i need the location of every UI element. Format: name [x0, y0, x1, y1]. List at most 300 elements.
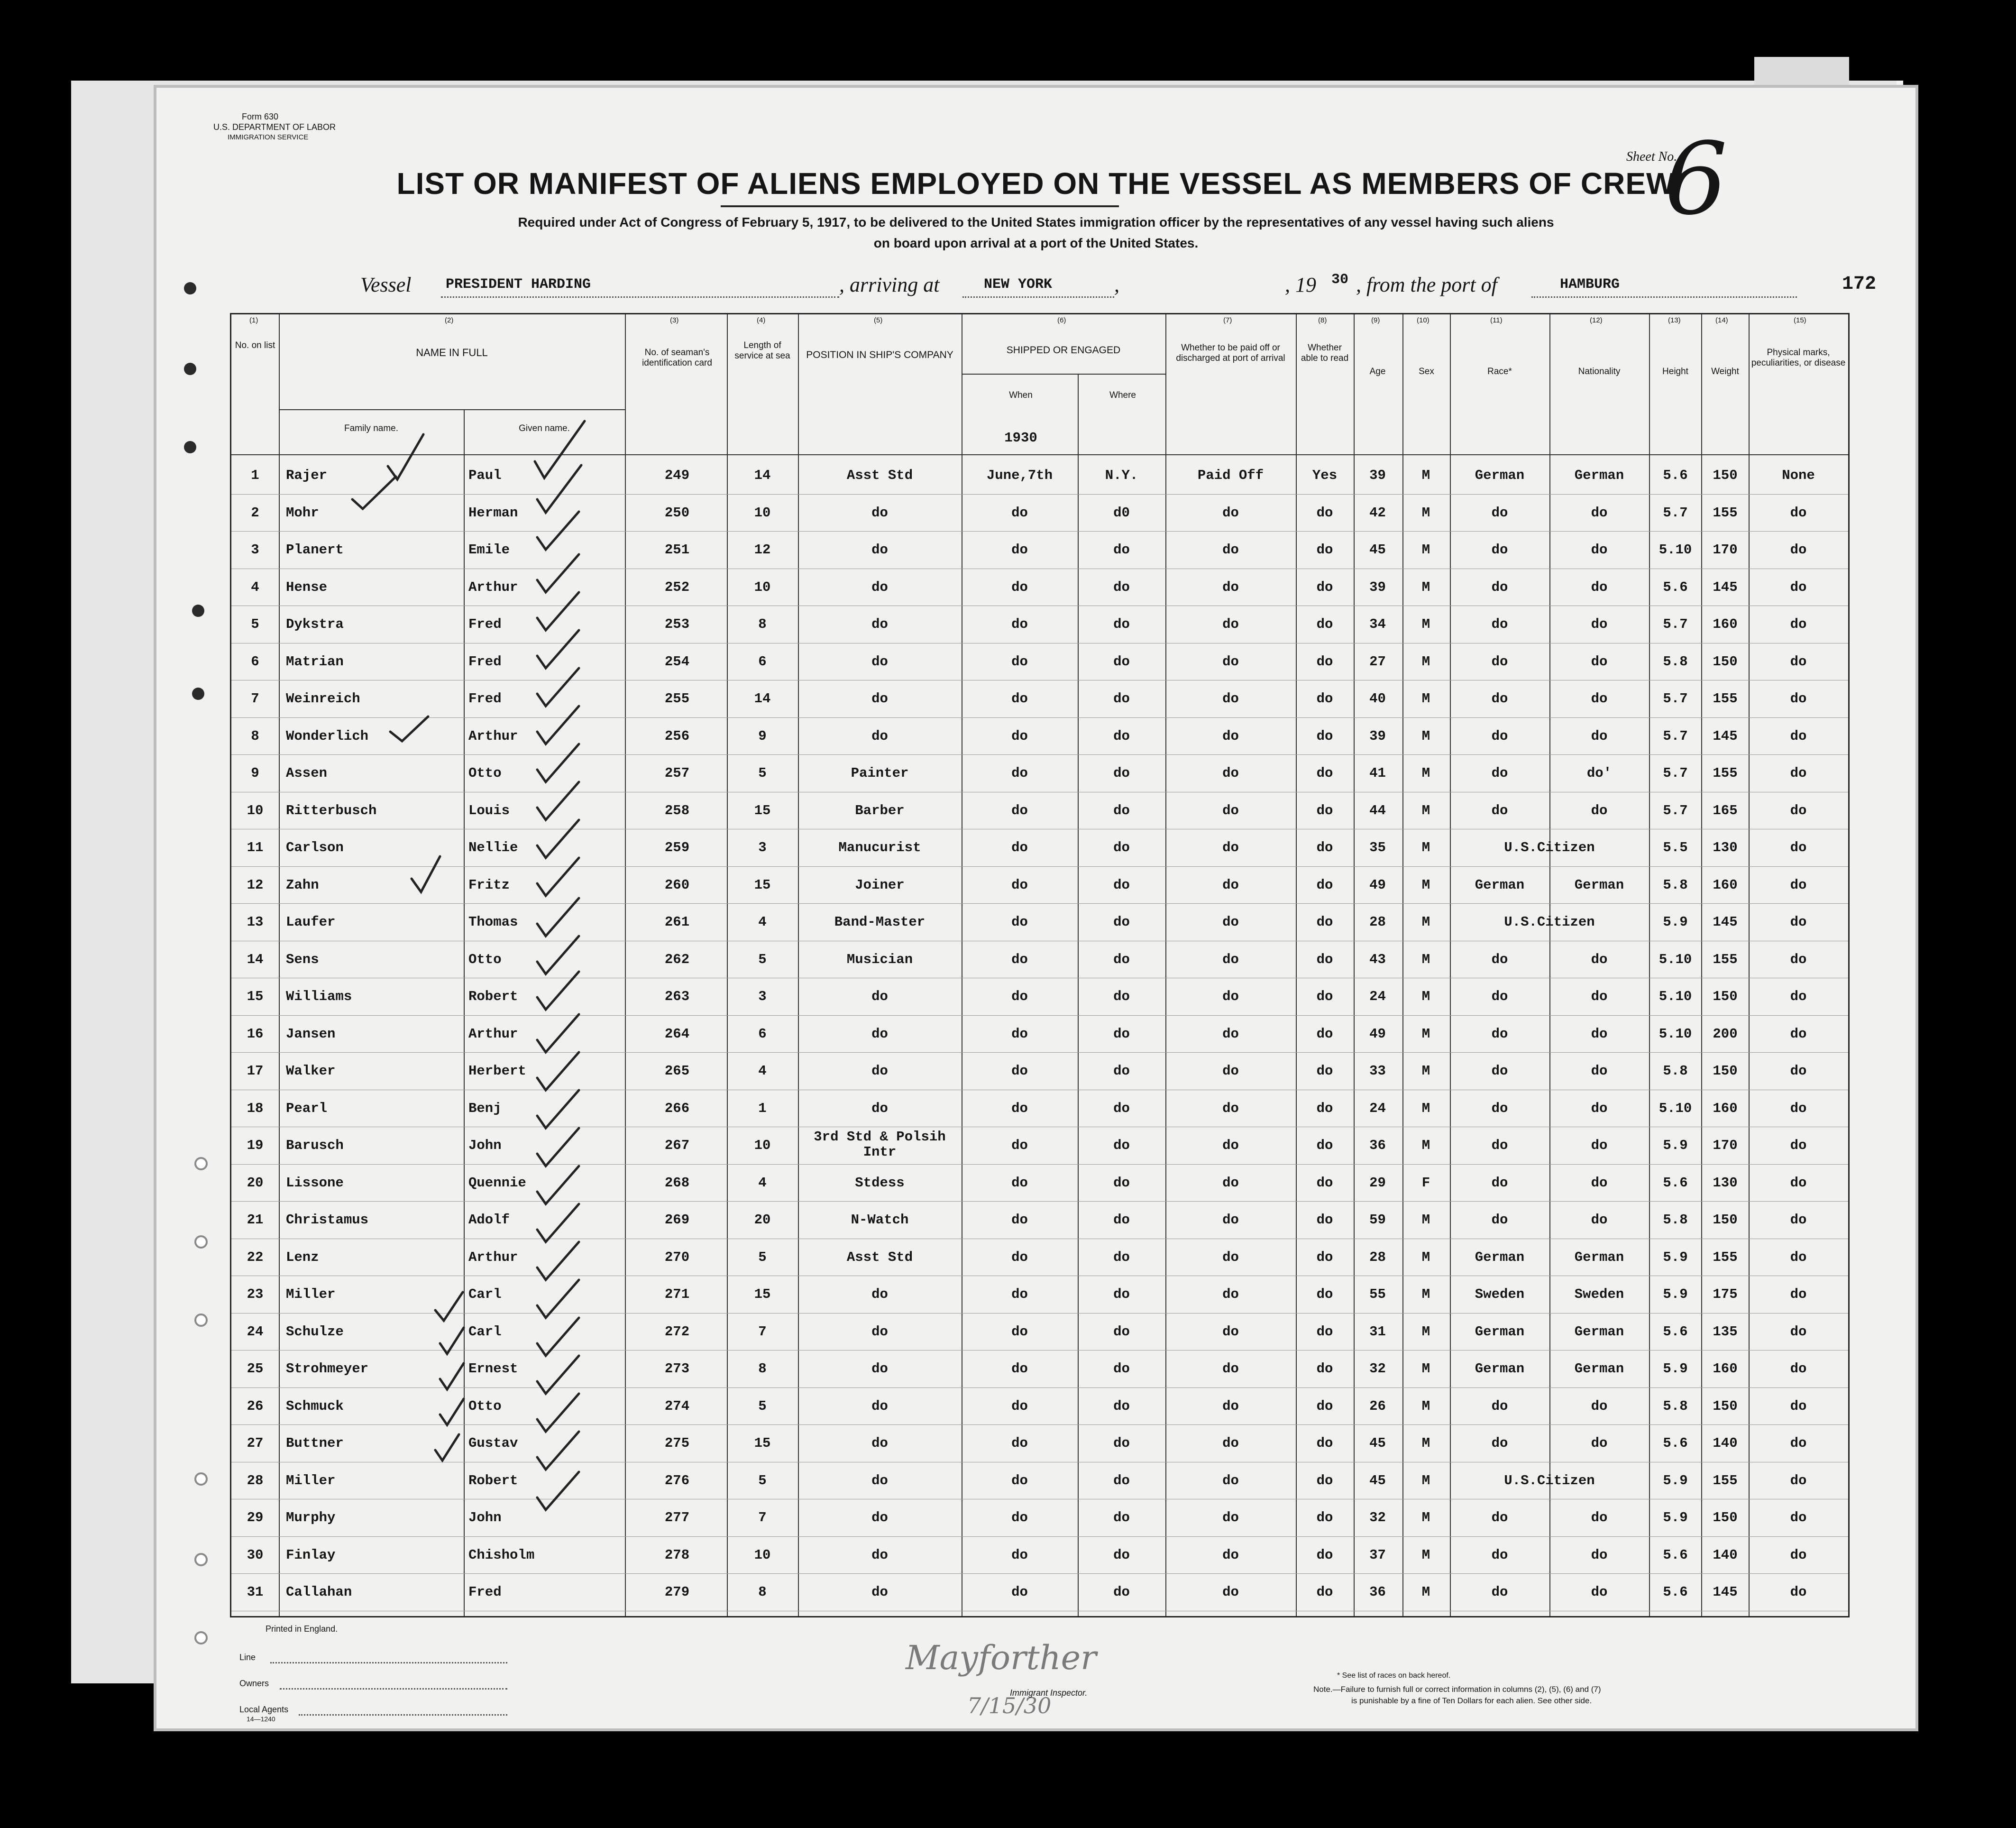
cell-given: Robert: [468, 989, 518, 1004]
cell-weight: 150: [1713, 989, 1738, 1004]
cell-where: do: [1113, 1063, 1130, 1079]
cell-service: 10: [754, 1547, 771, 1563]
cell-when: do: [1011, 1026, 1028, 1042]
cell-no: 8: [251, 728, 259, 744]
cell-position: do: [871, 1100, 888, 1116]
cell-when: do: [1011, 505, 1028, 521]
cell-when: do: [1011, 1472, 1028, 1488]
cell-card: 260: [664, 877, 690, 893]
column-number: (3): [670, 316, 679, 324]
cell-race: do: [1491, 691, 1508, 707]
cell-position: do: [871, 505, 888, 521]
cell-service: 15: [754, 1435, 771, 1451]
cell-family: Schmuck: [286, 1398, 344, 1414]
cell-card: 258: [664, 802, 690, 818]
check-mark-icon: [537, 668, 579, 706]
cell-marks: do: [1790, 1212, 1807, 1228]
cell-nationality: do: [1591, 1435, 1608, 1451]
cell-when: do: [1011, 653, 1028, 670]
cell-age: 28: [1369, 1249, 1386, 1265]
column-number: (13): [1668, 316, 1681, 324]
cell-position: Manucurist: [838, 840, 921, 855]
subtitle-line-1: Required under Act of Congress of February 5, 1917, to be delivered to the United States immigration officer by the representatives of any vessel having such aliens: [518, 215, 1554, 230]
cell-card: 253: [664, 616, 690, 632]
cell-read: do: [1316, 765, 1333, 781]
owners-label: Owners: [239, 1679, 269, 1688]
punch-hole: [194, 1157, 208, 1170]
cell-service: 5: [758, 1472, 767, 1488]
cell-paid: do: [1222, 1249, 1239, 1265]
cell-when: do: [1011, 1100, 1028, 1116]
header-weight: Weight: [1711, 367, 1739, 377]
cell-height: 5.8: [1663, 877, 1688, 893]
cell-paid: do: [1222, 616, 1239, 632]
cell-height: 5.6: [1663, 468, 1688, 483]
cell-sex: M: [1421, 1249, 1430, 1265]
cell-nationality: do: [1591, 1212, 1608, 1228]
cell-paid: do: [1222, 1510, 1239, 1525]
cell-read: do: [1316, 877, 1333, 893]
cell-height: 5.7: [1663, 802, 1688, 818]
cell-service: 14: [754, 691, 771, 707]
punch-hole: [192, 688, 204, 700]
cell-height: 5.10: [1659, 951, 1692, 967]
sheet-number-label: Sheet No.: [1626, 149, 1677, 164]
header-race: Race*: [1487, 367, 1512, 377]
cell-where: do: [1113, 1323, 1130, 1340]
cell-service: 5: [758, 765, 767, 781]
cell-race: do: [1491, 802, 1508, 818]
cell-service: 15: [754, 802, 771, 818]
cell-given: Fritz: [468, 877, 510, 893]
punch-hole: [194, 1472, 208, 1486]
cell-read: do: [1316, 542, 1333, 558]
cell-given: Benj: [468, 1100, 502, 1116]
cell-family: Hense: [286, 579, 328, 595]
cell-race: do: [1491, 1138, 1508, 1153]
cell-position: do: [871, 691, 888, 707]
cell-card: 256: [664, 728, 690, 744]
cell-no: 18: [247, 1100, 264, 1116]
cell-card: 266: [664, 1100, 690, 1116]
cell-card: 254: [664, 653, 690, 670]
cell-height: 5.7: [1663, 728, 1688, 744]
cell-read: do: [1316, 1547, 1333, 1563]
cell-sex: M: [1421, 765, 1430, 781]
check-mark-icon: [440, 1363, 464, 1389]
cell-height: 5.8: [1663, 653, 1688, 670]
cell-card: 271: [664, 1286, 690, 1302]
cell-given: Quennie: [468, 1175, 526, 1191]
cell-paid: do: [1222, 914, 1239, 930]
check-mark-icon: [537, 1014, 579, 1052]
check-mark-icon: [352, 477, 396, 509]
cell-family: Barusch: [286, 1138, 344, 1153]
cell-position: do: [871, 1472, 888, 1488]
cell-given: Carl: [468, 1286, 502, 1302]
departure-port: HAMBURG: [1560, 276, 1620, 293]
cell-given: Paul: [468, 468, 502, 483]
cell-position: Asst Std: [846, 468, 913, 483]
cell-paid: do: [1222, 542, 1239, 558]
cell-height: 5.7: [1663, 691, 1688, 707]
cell-weight: 155: [1713, 691, 1738, 707]
check-mark-icon: [537, 1280, 579, 1318]
cell-when: do: [1011, 1584, 1028, 1600]
line-field: [270, 1662, 507, 1663]
cell-where: do: [1113, 914, 1130, 930]
cell-sex: M: [1421, 989, 1430, 1004]
cell-nationality: German: [1574, 1249, 1624, 1265]
cell-given: Fred: [468, 616, 502, 632]
cell-given: Carl: [468, 1323, 502, 1340]
cell-height: 5.9: [1663, 1361, 1688, 1377]
cell-race: German: [1475, 877, 1525, 893]
cell-read: do: [1316, 1100, 1333, 1116]
cell-sex: M: [1421, 1212, 1430, 1228]
cell-marks: do: [1790, 728, 1807, 744]
cell-paid: do: [1222, 691, 1239, 707]
cell-weight: 175: [1713, 1286, 1738, 1302]
cell-when: do: [1011, 1510, 1028, 1525]
cell-where: do: [1113, 1472, 1130, 1488]
check-mark-icon: [537, 1090, 579, 1128]
cell-height: 5.10: [1659, 989, 1692, 1004]
cell-where: do: [1113, 1249, 1130, 1265]
cell-sex: M: [1421, 1286, 1430, 1302]
cell-paid: do: [1222, 1323, 1239, 1340]
column-number: (14): [1715, 316, 1728, 324]
cell-where: do: [1113, 542, 1130, 558]
check-mark-icon: [537, 512, 579, 550]
cell-family: Miller: [286, 1286, 336, 1302]
cell-when: do: [1011, 728, 1028, 744]
check-mark-icon: [537, 858, 579, 896]
cell-when: do: [1011, 951, 1028, 967]
cell-height: 5.6: [1663, 1435, 1688, 1451]
check-mark-icon: [537, 744, 579, 782]
cell-age: 24: [1369, 989, 1386, 1004]
header-family-name: Family name.: [344, 423, 399, 433]
cell-marks: do: [1790, 1175, 1807, 1191]
cell-paid: do: [1222, 877, 1239, 893]
cell-sex: M: [1421, 1472, 1430, 1488]
handwritten-check-marks: [231, 314, 1848, 1616]
cell-card: 269: [664, 1212, 690, 1228]
form-number: Form 630: [242, 112, 279, 121]
cell-card: 264: [664, 1026, 690, 1042]
cell-family: Christamus: [286, 1212, 369, 1228]
cell-race: do: [1491, 765, 1508, 781]
cell-position: do: [871, 616, 888, 632]
cell-sex: M: [1421, 1138, 1430, 1153]
cell-marks: do: [1790, 1361, 1807, 1377]
cell-family: Mohr: [286, 505, 319, 521]
cell-when: do: [1011, 802, 1028, 818]
cell-read: do: [1316, 802, 1333, 818]
column-number: (11): [1490, 316, 1503, 324]
cell-read: do: [1316, 1026, 1333, 1042]
cell-height: 5.9: [1663, 1286, 1688, 1302]
check-mark-icon: [537, 898, 579, 936]
cell-card: 268: [664, 1175, 690, 1191]
cell-age: 49: [1369, 877, 1386, 893]
cell-marks: do: [1790, 505, 1807, 521]
cell-race: do: [1491, 728, 1508, 744]
cell-family: Sens: [286, 951, 319, 967]
cell-read: do: [1316, 653, 1333, 670]
cell-given: Emile: [468, 542, 510, 558]
cell-given: Arthur: [468, 1249, 518, 1265]
punch-hole: [184, 282, 196, 294]
cell-race: do: [1491, 1063, 1508, 1079]
cell-where: do: [1113, 653, 1130, 670]
cell-nationality: German: [1574, 468, 1624, 483]
cell-when: do: [1011, 1212, 1028, 1228]
cell-weight: 155: [1713, 1249, 1738, 1265]
cell-sex: M: [1421, 1100, 1430, 1116]
page-number: 172: [1842, 274, 1877, 295]
punch-hole: [194, 1553, 208, 1566]
cell-race: do: [1491, 1175, 1508, 1191]
cell-service: 7: [758, 1510, 767, 1525]
cell-weight: 145: [1713, 579, 1738, 595]
check-mark-icon: [435, 1292, 463, 1321]
cell-position: do: [871, 1323, 888, 1340]
year-digits: 30: [1331, 272, 1349, 288]
check-mark-icon: [537, 972, 579, 1010]
cell-read: do: [1316, 840, 1333, 855]
cell-marks: do: [1790, 1138, 1807, 1153]
punch-hole: [194, 1314, 208, 1327]
cell-service: 8: [758, 1361, 767, 1377]
check-mark-icon: [537, 1472, 579, 1510]
cell-weight: 130: [1713, 1175, 1738, 1191]
cell-position: 3rd Std & Polsih Intr: [814, 1129, 946, 1160]
cell-weight: 145: [1713, 728, 1738, 744]
cell-family: Weinreich: [286, 691, 360, 707]
owners-field: [280, 1688, 507, 1690]
cell-sex: F: [1421, 1175, 1430, 1191]
cell-paid: do: [1222, 1286, 1239, 1302]
cell-nationality: do: [1591, 1175, 1608, 1191]
cell-when: do: [1011, 542, 1028, 558]
cell-no: 24: [247, 1323, 264, 1340]
cell-sex: M: [1421, 579, 1430, 595]
cell-when: do: [1011, 914, 1028, 930]
cell-given: Thomas: [468, 914, 518, 930]
cell-age: 33: [1369, 1063, 1386, 1079]
cell-paid: do: [1222, 1063, 1239, 1079]
races-note: * See list of races on back hereof.: [1337, 1672, 1451, 1680]
cell-height: 5.8: [1663, 1212, 1688, 1228]
cell-nationality: do: [1591, 691, 1608, 707]
arrival-port-line: [962, 296, 1114, 298]
cell-family: Matrian: [286, 653, 344, 670]
cell-no: 17: [247, 1063, 264, 1079]
cell-no: 9: [251, 765, 259, 781]
cell-nationality: do: [1591, 728, 1608, 744]
cell-given: John: [468, 1138, 502, 1153]
check-mark-icon: [390, 717, 428, 741]
column-number: (1): [249, 316, 258, 324]
header-shipped-engaged: SHIPPED OR ENGAGED: [1006, 345, 1121, 356]
cell-age: 34: [1369, 616, 1386, 632]
cell-given: Otto: [468, 1398, 502, 1414]
cell-height: 5.10: [1659, 1026, 1692, 1042]
cell-nationality: do: [1591, 1063, 1608, 1079]
cell-height: 5.6: [1663, 579, 1688, 595]
cell-sex: M: [1421, 951, 1430, 967]
cell-nationality: do: [1591, 1026, 1608, 1042]
cell-height: 5.9: [1663, 914, 1688, 930]
column-number: (8): [1318, 316, 1327, 324]
check-mark-icon: [537, 1394, 579, 1432]
cell-nationality: do: [1591, 505, 1608, 521]
cell-height: 5.9: [1663, 1472, 1688, 1488]
cell-nationality: do: [1591, 951, 1608, 967]
cell-weight: 145: [1713, 1584, 1738, 1600]
cell-position: do: [871, 1286, 888, 1302]
check-mark-icon: [537, 592, 579, 630]
cell-position: do: [871, 579, 888, 595]
cell-family: Planert: [286, 542, 344, 558]
cell-height: 5.7: [1663, 765, 1688, 781]
cell-marks: do: [1790, 802, 1807, 818]
cell-when: do: [1011, 1361, 1028, 1377]
cell-age: 44: [1369, 802, 1386, 818]
cell-marks: do: [1790, 1063, 1807, 1079]
cell-service: 8: [758, 1584, 767, 1600]
vessel-name-line: [441, 296, 839, 298]
column-number: (6): [1057, 316, 1066, 324]
cell-height: 5.10: [1659, 1100, 1692, 1116]
cell-position: do: [871, 1361, 888, 1377]
cell-paid: do: [1222, 765, 1239, 781]
cell-given: Otto: [468, 765, 502, 781]
check-mark-icon: [537, 1318, 579, 1356]
cell-nationality: Sweden: [1574, 1286, 1624, 1302]
cell-where: do: [1113, 1138, 1130, 1153]
cell-age: 41: [1369, 765, 1386, 781]
cell-marks: do: [1790, 542, 1807, 558]
column-number: (5): [874, 316, 883, 324]
cell-no: 29: [247, 1510, 264, 1525]
cell-service: 8: [758, 616, 767, 632]
cell-marks: do: [1790, 1100, 1807, 1116]
cell-race: do: [1491, 653, 1508, 670]
cell-service: 12: [754, 542, 771, 558]
cell-given: Herbert: [468, 1063, 526, 1079]
cell-weight: 160: [1713, 877, 1738, 893]
cell-sex: M: [1421, 1584, 1430, 1600]
cell-family: Lenz: [286, 1249, 319, 1265]
cell-paid: do: [1222, 1472, 1239, 1488]
page-title: LIST OR MANIFEST OF ALIENS EMPLOYED ON THE VESSEL AS MEMBERS OF CREW: [396, 166, 1676, 201]
header-where: Where: [1109, 390, 1136, 400]
cell-race: U.S.Citizen: [1504, 914, 1595, 930]
cell-weight: 170: [1713, 542, 1738, 558]
check-mark-icon: [537, 1432, 579, 1470]
manifest-sheet: [156, 88, 1915, 1728]
cell-marks: None: [1782, 468, 1815, 483]
cell-weight: 150: [1713, 1212, 1738, 1228]
cell-weight: 155: [1713, 765, 1738, 781]
departure-port-line: [1531, 296, 1797, 298]
cell-age: 37: [1369, 1547, 1386, 1563]
cell-position: do: [871, 728, 888, 744]
cell-card: 262: [664, 951, 690, 967]
local-agents-label: Local Agents: [239, 1705, 289, 1714]
check-mark-icon: [537, 630, 579, 668]
cell-family: Miller: [286, 1472, 336, 1488]
cell-position: Joiner: [855, 877, 905, 893]
cell-when: do: [1011, 1286, 1028, 1302]
cell-position: Painter: [851, 765, 909, 781]
department-name: U.S. DEPARTMENT OF LABOR: [213, 122, 336, 132]
cell-no: 11: [247, 840, 264, 855]
punch-hole: [184, 441, 196, 453]
cell-position: Barber: [855, 802, 905, 818]
column-number: (15): [1794, 316, 1806, 324]
cell-sex: M: [1421, 1026, 1430, 1042]
cell-paid: do: [1222, 840, 1239, 855]
cell-marks: do: [1790, 1323, 1807, 1340]
cell-race: German: [1475, 1249, 1525, 1265]
cell-no: 12: [247, 877, 264, 893]
cell-service: 4: [758, 1063, 767, 1079]
check-mark-icon: [537, 1356, 579, 1394]
cell-paid: do: [1222, 1100, 1239, 1116]
cell-marks: do: [1790, 579, 1807, 595]
cell-family: Buttner: [286, 1435, 344, 1451]
cell-given: Fred: [468, 1584, 502, 1600]
cell-nationality: German: [1574, 1323, 1624, 1340]
cell-read: do: [1316, 1323, 1333, 1340]
cell-service: 4: [758, 1175, 767, 1191]
cell-paid: do: [1222, 1435, 1239, 1451]
cell-family: Strohmeyer: [286, 1361, 369, 1377]
cell-service: 7: [758, 1323, 767, 1340]
cell-race: do: [1491, 951, 1508, 967]
cell-family: Williams: [286, 989, 352, 1004]
cell-where: do: [1113, 616, 1130, 632]
cell-given: Fred: [468, 691, 502, 707]
cell-no: 30: [247, 1547, 264, 1563]
cell-where: do: [1113, 1510, 1130, 1525]
header-paid-off: Whether to be paid off or discharged at port of arrival: [1176, 343, 1285, 363]
cell-no: 5: [251, 616, 259, 632]
cell-no: 21: [247, 1212, 264, 1228]
column-number: (7): [1223, 316, 1232, 324]
cell-given: Arthur: [468, 579, 518, 595]
cell-paid: do: [1222, 579, 1239, 595]
cell-marks: do: [1790, 1398, 1807, 1414]
header-age: Age: [1369, 367, 1386, 377]
header-height: Height: [1662, 367, 1688, 377]
cell-weight: 145: [1713, 914, 1738, 930]
header-name-in-full: NAME IN FULL: [416, 347, 488, 358]
check-mark-icon: [537, 1052, 579, 1090]
cell-paid: do: [1222, 653, 1239, 670]
cell-given: Arthur: [468, 728, 518, 744]
check-mark-icon: [537, 554, 579, 592]
cell-weight: 130: [1713, 840, 1738, 855]
cell-height: 5.8: [1663, 1063, 1688, 1079]
cell-given: Arthur: [468, 1026, 518, 1042]
header-position: POSITION IN SHIP'S COMPANY: [806, 349, 953, 360]
cell-card: 277: [664, 1510, 690, 1525]
